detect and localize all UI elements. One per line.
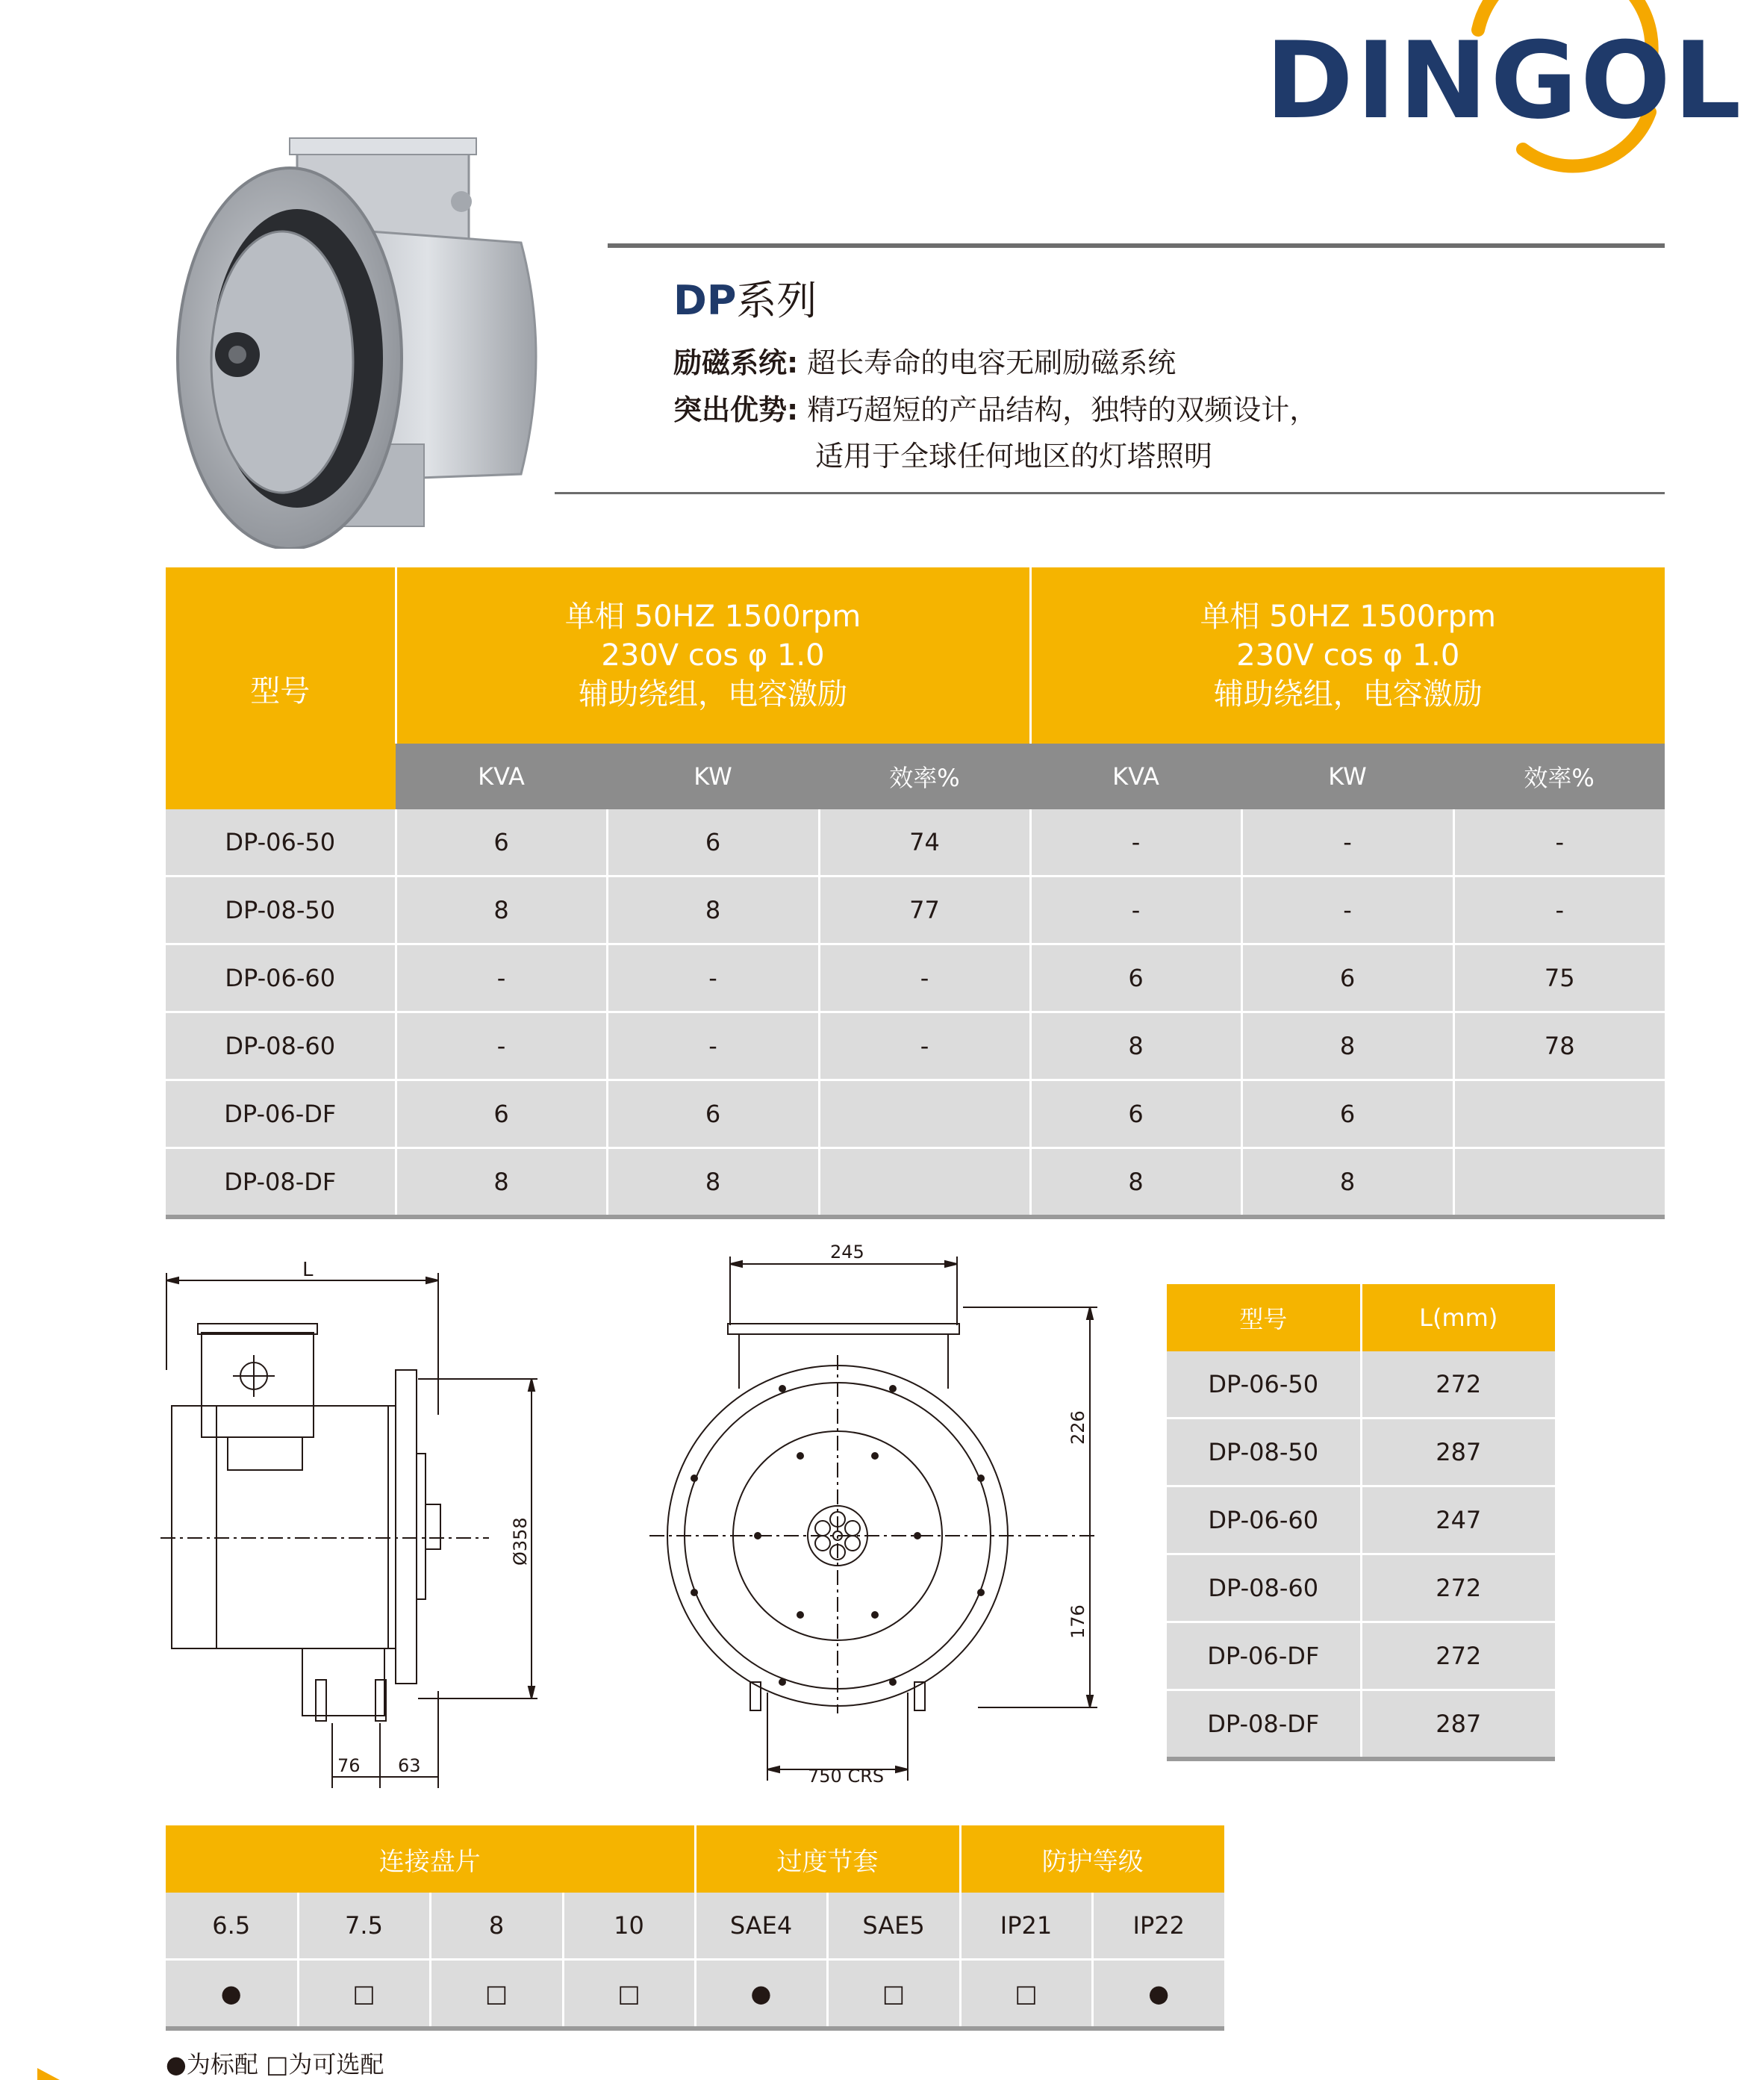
option-mark: □ [430,1960,563,2029]
front-view-drawing [649,1236,1112,1792]
option-mark: □ [563,1960,695,2029]
value-cell: - [1030,809,1241,876]
value-cell: 8 [1241,1148,1453,1218]
group2-header: 单相 50HZ 1500rpm 230V cos φ 1.0 辅助绕组，电容激励 [1030,567,1665,744]
table-row [166,809,1665,876]
value-cell: - [1453,876,1665,944]
option-mark: □ [960,1960,1092,2029]
model-cell: DP-06-50 [166,809,396,876]
option-item: 7.5 [298,1893,430,1960]
options-table [166,1825,1224,2031]
table-row [1167,1622,1555,1690]
value-cell: 6 [607,1080,819,1148]
length-header-model: 型号 [1167,1284,1361,1351]
value-cell [1453,1080,1665,1148]
sub-kva-2: KVA [1030,744,1241,809]
value-cell: - [607,1012,819,1080]
dim-63-label: 63 [398,1755,421,1776]
value-cell [819,1080,1030,1148]
table-row [166,944,1665,1012]
table-row [1167,1419,1555,1486]
value-cell: 6 [1030,944,1241,1012]
option-item: 10 [563,1893,695,1960]
header-rule-bottom [555,492,1665,494]
value-cell: - [396,1012,607,1080]
option-mark: □ [827,1960,960,2029]
value-cell: 75 [1453,944,1665,1012]
value-cell [1453,1148,1665,1218]
series-title: DP系列 [673,277,817,324]
value-cell: - [1241,809,1453,876]
value-cell: - [1241,876,1453,944]
length-cell: 272 [1361,1351,1555,1419]
model-cell: DP-08-50 [1167,1419,1361,1486]
option-item: SAE4 [695,1893,827,1960]
option-mark: ● [166,1960,298,2029]
model-cell: DP-08-DF [166,1148,396,1218]
value-cell: 8 [396,1148,607,1218]
model-cell: DP-08-DF [1167,1690,1361,1760]
model-cell: DP-08-60 [166,1012,396,1080]
feature-excitation: 励磁系统: 超长寿命的电容无刷励磁系统 [673,346,1176,379]
model-cell: DP-08-60 [1167,1554,1361,1622]
model-cell: DP-06-DF [1167,1622,1361,1690]
option-item: 8 [430,1893,563,1960]
sub-kva-1: KVA [396,744,607,809]
dim-226-label: 226 [1068,1410,1088,1445]
length-header-l: L(mm) [1361,1284,1555,1351]
length-cell: 272 [1361,1554,1555,1622]
value-cell: - [607,944,819,1012]
model-cell: DP-06-50 [1167,1351,1361,1419]
options-group-adapter: 过度节套 [695,1825,960,1893]
option-mark: ● [1092,1960,1224,2029]
dim-crs-label: 750 CRS [808,1766,885,1787]
table-row [1167,1690,1555,1760]
generator-photo [170,131,558,549]
model-cell: DP-08-50 [166,876,396,944]
table-row [166,876,1665,944]
value-cell: 8 [607,876,819,944]
dim-diameter-label: Ø358 [510,1517,531,1566]
length-cell: 287 [1361,1419,1555,1486]
table-row [166,1080,1665,1148]
value-cell: 6 [1241,1080,1453,1148]
value-cell: - [396,944,607,1012]
model-cell: DP-06-60 [166,944,396,1012]
option-item: IP21 [960,1893,1092,1960]
model-header: 型号 [166,567,396,809]
table-row [166,1893,1224,1960]
length-cell: 247 [1361,1486,1555,1554]
feature-advantage: 突出优势: 精巧超短的产品结构，独特的双频设计， [673,393,1318,426]
option-item: IP22 [1092,1893,1224,1960]
value-cell: 6 [396,809,607,876]
value-cell: 8 [607,1148,819,1218]
sub-kw-2: KW [1241,744,1453,809]
option-item: SAE5 [827,1893,960,1960]
dim-76-label: 76 [337,1755,361,1776]
side-view-drawing [160,1258,549,1796]
value-cell: 8 [1241,1012,1453,1080]
spec-table [166,567,1665,1219]
value-cell: 6 [396,1080,607,1148]
sub-eff-2: 效率% [1453,744,1665,809]
dim-176-label: 176 [1068,1604,1088,1639]
value-cell [819,1148,1030,1218]
value-cell: 78 [1453,1012,1665,1080]
value-cell: - [1453,809,1665,876]
corner-arrow-icon [37,2068,60,2080]
header-rule-top [608,243,1665,248]
value-cell: - [1030,876,1241,944]
length-table [1167,1284,1555,1761]
table-row [1167,1486,1555,1554]
option-item: 6.5 [166,1893,298,1960]
value-cell: 6 [607,809,819,876]
table-row [166,1148,1665,1218]
value-cell: - [819,1012,1030,1080]
table-row [166,1960,1224,2029]
options-group-protection: 防护等级 [960,1825,1224,1893]
option-mark: ● [695,1960,827,2029]
value-cell: 8 [396,876,607,944]
value-cell: 8 [1030,1012,1241,1080]
feature-advantage-cont: 适用于全球任何地区的灯塔照明 [815,440,1213,473]
legend-note: ●为标配 □为可选配 [166,2050,384,2079]
brand-logo: DINGOL [1265,19,1745,143]
sub-kw-1: KW [607,744,819,809]
options-group-flange: 连接盘片 [166,1825,695,1893]
dim-length-label: L [302,1259,314,1281]
value-cell: 8 [1030,1148,1241,1218]
value-cell: 6 [1241,944,1453,1012]
value-cell: 6 [1030,1080,1241,1148]
model-cell: DP-06-DF [166,1080,396,1148]
table-row [1167,1351,1555,1419]
option-mark: □ [298,1960,430,2029]
length-cell: 272 [1361,1622,1555,1690]
model-cell: DP-06-60 [1167,1486,1361,1554]
value-cell: - [819,944,1030,1012]
value-cell: 74 [819,809,1030,876]
dim-245-label: 245 [830,1242,864,1262]
table-row [1167,1554,1555,1622]
value-cell: 77 [819,876,1030,944]
sub-eff-1: 效率% [819,744,1030,809]
group1-header: 单相 50HZ 1500rpm 230V cos φ 1.0 辅助绕组，电容激励 [396,567,1030,744]
table-row [166,1012,1665,1080]
length-cell: 287 [1361,1690,1555,1760]
